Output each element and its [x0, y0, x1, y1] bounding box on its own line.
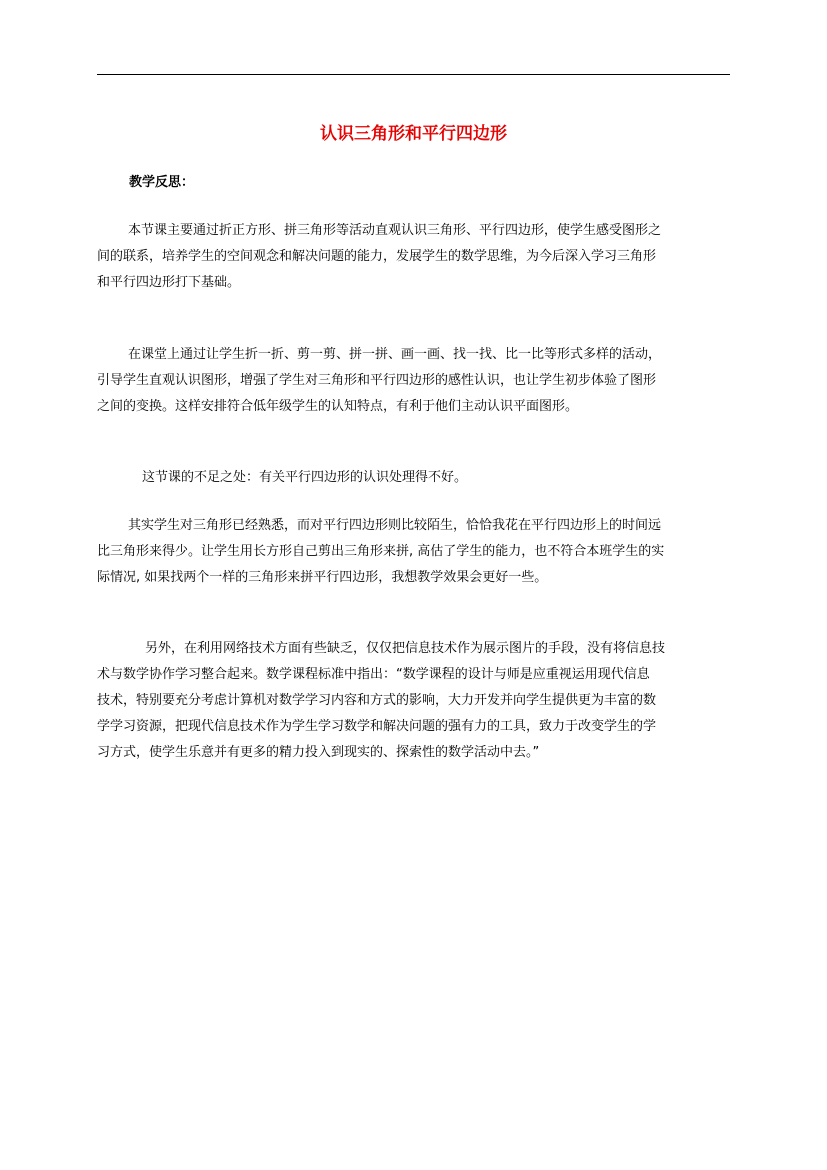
paragraph-line: 习方式，使学生乐意并有更多的精力投入到现实的、探索性的数学活动中去。”: [97, 745, 540, 760]
paragraph-line: 和平行四边形打下基础。: [97, 275, 241, 290]
document-title: 认识三角形和平行四边形: [320, 124, 507, 144]
paragraph-line: 术与数学协作学习整合起来。数学课程标准中指出：“数学课程的设计与师是应重视运用现代信息: [97, 667, 650, 682]
paragraph-line: 学学习资源，把现代信息技术作为学生学习数学和解决问题的强有力的工具，致力于改变学生的学: [97, 719, 657, 734]
paragraph-5: [97, 636, 737, 766]
paragraph-line: 际情况, 如果找两个一样的三角形来拼平行四边形，我想教学效果会更好一些。: [97, 570, 548, 585]
section-heading: 教学反思：: [129, 175, 195, 190]
paragraph-4: [97, 513, 737, 591]
paragraph-line: 间的联系，培养学生的空间观念和解决问题的能力，发展学生的数学思维，为今后深入学习三角形: [97, 249, 657, 264]
paragraph-2: [97, 342, 737, 420]
paragraph-line: 另外，在利用网络技术方面有些缺乏，仅仅把信息技术作为展示图片的手段，没有将信息技: [145, 641, 666, 656]
paragraph-line: 之间的变换。这样安排符合低年级学生的认知特点，有利于他们主动认识平面图形。: [97, 399, 579, 414]
paragraph-line: 在课堂上通过让学生折一折、剪一剪、拼一拼、画一画、找一找、比一比等形式多样的活动，: [128, 347, 662, 362]
paragraph-line: 引导学生直观认识图形，增强了学生对三角形和平行四边形的感性认识，也让学生初步体验了图形: [97, 373, 657, 388]
paragraph-line: 本节课主要通过折正方形、拼三角形等活动直观认识三角形、平行四边形，使学生感受图形之: [128, 223, 662, 238]
paragraph-line: 技术，特别要充分考虑计算机对数学学习内容和方式的影响，大力开发并向学生提供更为丰富的数: [97, 693, 657, 708]
paragraph-3: [97, 465, 737, 491]
paragraph-line: 比三角形来得少。让学生用长方形自己剪出三角形来拼, 高估了学生的能力，也不符合本班学生的实: [97, 544, 665, 559]
header-rule: [97, 74, 730, 75]
paragraph-1: [97, 218, 737, 296]
paragraph-line: 这节课的不足之处：有关平行四边形的认识处理得不好。: [142, 470, 468, 485]
paragraph-line: 其实学生对三角形已经熟悉，而对平行四边形则比较陌生，恰恰我花在平行四边形上的时间远: [128, 518, 662, 533]
